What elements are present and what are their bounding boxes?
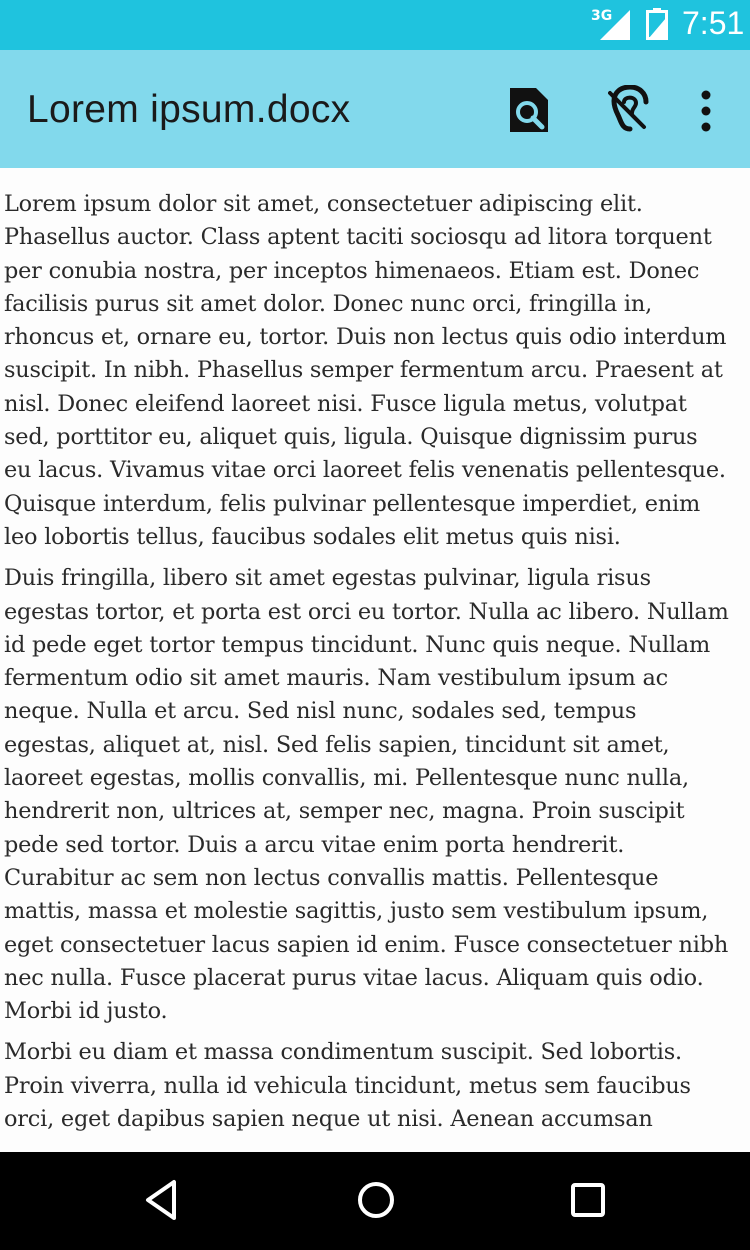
status-bar (0, 0, 750, 50)
paragraph: Lorem ipsum dolor sit amet, consectetuer adipiscing elit. Phasellus auctor. Class aptent taciti sociosqu ad litora torquent per conubia nostra, per inceptos himenaeos. Etiam est. Donec facilisis purus sit amet dolor. Donec nunc orci, fringilla in, rhoncus et, ornare eu, tortor. Duis non lectus quis odio interdum suscipit. In nibh. Phasellus semper fermentum arcu. Praesent at nisl. Donec eleifend laoreet nisi. Fusce ligula metus, volutpat sed, porttitor eu, aliquet quis, ligula. Quisque dignissim purus eu lacus. Vivamus vitae orci laoreet felis venenatis pellentesque. Quisque interdum, felis pulvinar pellentesque imperdiet, enim leo lobortis tellus, faucibus sodales elit metus quis nisi. (4, 191, 727, 550)
signal-icon (596, 10, 630, 40)
more-vert-icon[interactable] (692, 90, 720, 132)
paragraph: Duis fringilla, libero sit amet egestas pulvinar, ligula risus egestas tortor, et porta est orci eu tortor. Nulla ac libero. Nullam id pede eget tortor tempus tincidunt. Nunc quis neque. Nullam fermentum odio sit amet mauris. Nam vestibulum ipsum ac neque. Nulla et arcu. Sed nisl nunc, sodales sed, tempus egestas, aliquet at, nisl. Sed felis sapien, tincidunt sit amet, laoreet egestas, mollis convallis, mi. Pellentesque nunc nulla, hendrerit non, ultrices at, semper nec, magna. Proin suscipit pede sed tortor. Duis a arcu vitae enim porta hendrerit. Curabitur ac sem non lectus convallis mattis. Pellentesque mattis, massa et molestie sagittis, justo sem vestibulum ipsum, eget consectetuer lacus sapien id enim. Fusce consectetuer nibh nec nulla. Fusce placerat purus vitae lacus. Aliquam quis odio. Morbi id justo. (4, 565, 729, 1025)
network-type: 3G (591, 8, 613, 24)
document-viewer[interactable] (0, 168, 750, 1152)
document-body (0, 168, 750, 1136)
battery-icon (646, 8, 668, 40)
recents-icon[interactable] (566, 1178, 610, 1222)
home-icon[interactable] (354, 1178, 398, 1222)
paragraph: Morbi eu diam et massa condimentum suscipit. Sed lobortis. Proin viverra, nulla id vehicula tincidunt, metus sem faucibus orci, eget dapibus sapien neque ut nisi. Aenean accumsan (4, 1039, 691, 1133)
read-aloud-icon[interactable] (608, 85, 652, 133)
clock: 7:51 (682, 5, 745, 41)
back-icon[interactable] (140, 1178, 184, 1222)
document-title: Lorem ipsum.docx (27, 88, 351, 131)
find-icon[interactable] (508, 88, 550, 132)
app-bar (0, 50, 750, 168)
navigation-bar (0, 1152, 750, 1250)
